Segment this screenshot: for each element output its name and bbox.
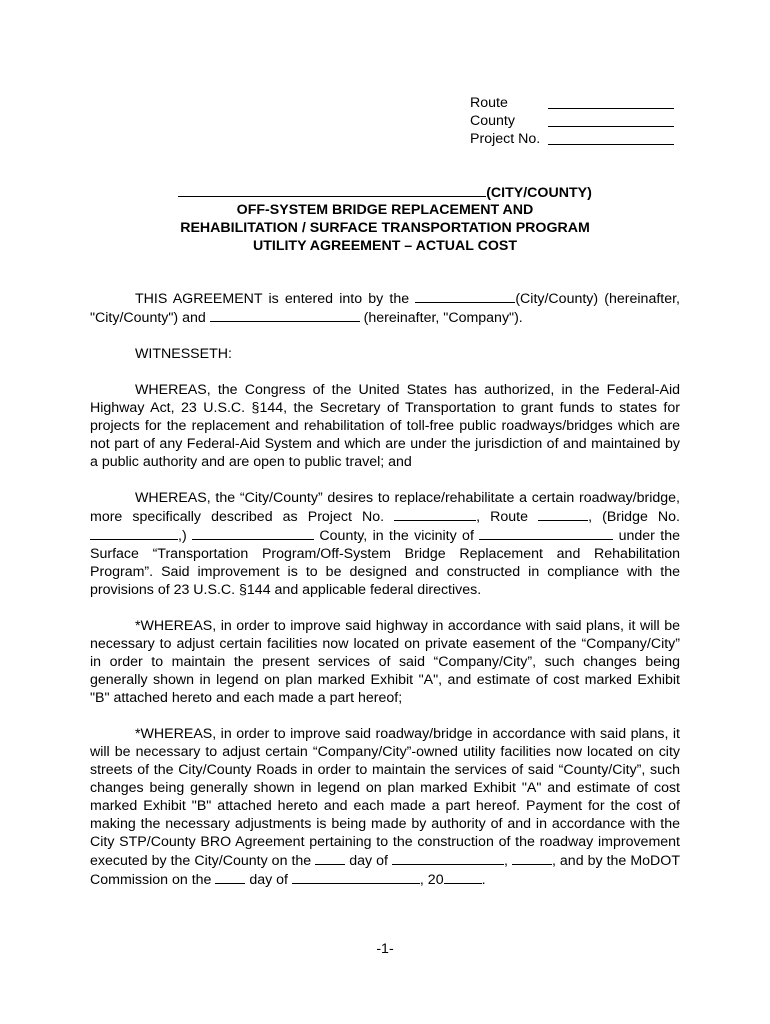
title-line-3: REHABILITATION / SURFACE TRANSPORTATION PROGRAM [180,220,590,236]
title-line-2: OFF-SYSTEM BRIDGE REPLACEMENT AND [236,202,534,218]
blank [210,308,360,322]
p5-text-c: , [503,853,512,869]
project-header [470,94,680,148]
blank [192,526,314,540]
paragraph-agreement [90,289,680,327]
document-title [90,183,680,255]
county-blank [548,112,674,127]
paragraph-whereas-2 [90,489,680,599]
blank [444,870,482,884]
county-row [470,112,680,130]
paragraph-whereas-1: WHEREAS, the Congress of the United States has authorized, in the Federal-Aid Highway Act, 23 U.S.C. §144, the Secretary of Transportation to grant funds to states for projects for the replacement and rehabilitation of toll-free public roadways/bridges which are not part of any Federal-Aid System and which are under the jurisdiction of and maintained by a public authority and are open to public travel; and [90,382,680,470]
blank [394,507,476,521]
blank [512,851,552,865]
p5-text-g: . [481,872,486,888]
blank [479,526,613,540]
document-body [90,289,680,889]
blank [215,870,245,884]
p1-text-b: (City/County) (hereinafter, "City/County") and [90,291,680,326]
p5-text-f: , 20 [419,872,444,888]
blank [415,289,515,303]
p3-text-a: WHEREAS, the “City/County” desires to replace/rehabilitate a certain roadway/bridge, more specifically described as Project No. [90,490,680,525]
p1-text-c: (hereinafter, "Company"). [359,310,523,326]
city-county-blank [178,183,486,197]
p1-text-a: THIS AGREEMENT is entered into by the [135,291,416,307]
blank [315,851,345,865]
paragraph-whereas-3: *WHEREAS, in order to improve said highway in accordance with said plans, it will be necessary to adjust certain facilities now located on private easement of the “Company/City” in order to maintain the present services of said “Company/City”, such changes being generally shown in legend on plan marked Exhibit "A", and estimate of cost marked Exhibit "B" attached hereto and each made a part hereof; [90,618,680,706]
project-blank [548,130,674,145]
route-row [470,94,680,112]
p3-text-c: , (Bridge No. [588,509,681,525]
title-line-1 [90,183,680,201]
blank [90,526,178,540]
blank [292,870,420,884]
p5-text-d: , and by the MoDOT Commission on the [90,853,680,888]
p3-text-b: , Route [476,509,539,525]
title-line-4: UTILITY AGREEMENT – ACTUAL COST [252,238,518,254]
p3-text-d: ,) [178,528,193,544]
p5-text-b: day of [345,853,392,869]
blank [392,851,504,865]
route-blank [548,94,674,109]
project-row [470,130,680,148]
blank [538,507,588,521]
project-label: Project No. [470,131,541,147]
title-suffix: (CITY/COUNTY) [486,185,592,201]
p5-text-a: *WHEREAS, in order to improve said roadway/bridge in accordance with said plans, it will be necessary to adjust certain “Company/City”-owned utility facilities now located on city streets of the City/County Roads in order to maintain the services of said “County/City”, such changes being generally shown in legend on plan marked Exhibit "A" and estimate of cost marked Exhibit "B" attached hereto and each made a part hereof. Payment for the cost of making the necessary adjustments is being made by authority of and in accordance with the City STP/County BRO Agreement pertaining to the construction of the roadway improvement executed by the City/County on the [90,726,680,869]
county-label: County [470,113,515,129]
p5-text-e: day of [245,872,292,888]
page-number: -1- [376,941,394,957]
route-label: Route [470,95,508,111]
p3-text-f: under the Surface “Transportation Program/Off-System Bridge Replacement and Rehabilitation Program”. Said improvement is to be designed and constructed in compliance with the provisions of 23 U.S.C. §144 and applicable federal directives. [90,528,680,598]
paragraph-whereas-4 [90,725,680,889]
witnesseth-heading: WITNESSETH: [135,346,232,362]
p3-text-e: County, in the vicinity of [314,528,480,544]
